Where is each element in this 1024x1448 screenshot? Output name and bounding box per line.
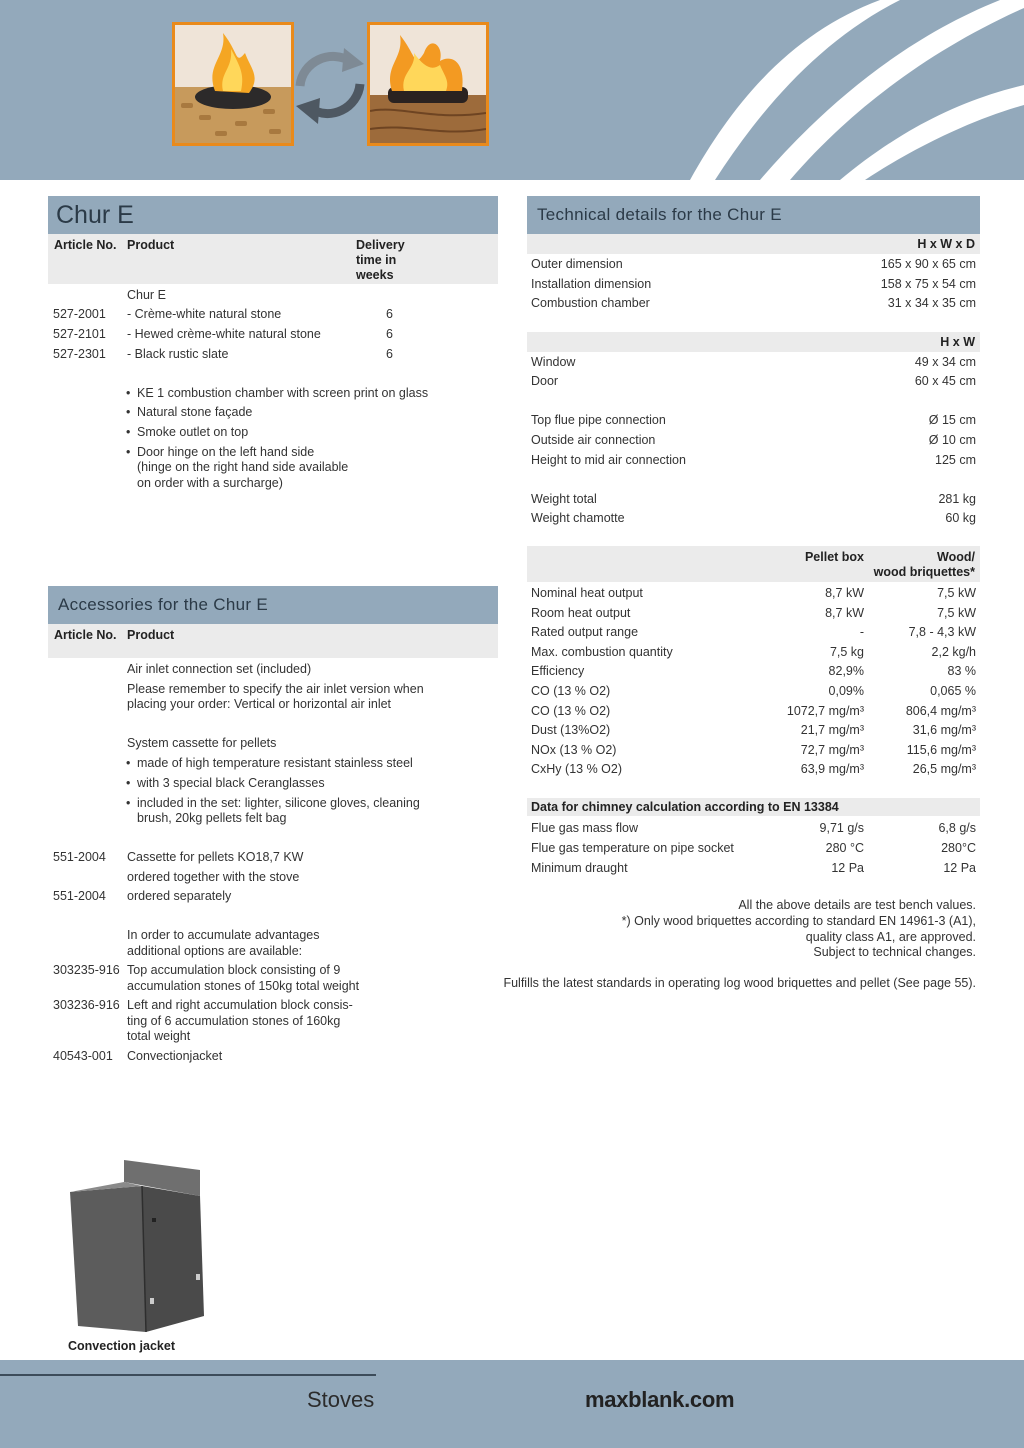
article-number: 551-2004: [53, 889, 106, 903]
article-number: 303235-916: [53, 963, 120, 977]
pellet-value: 63,9 mg/m³: [800, 762, 864, 777]
row-label: Dust (13%O2): [531, 723, 611, 738]
row-value: 60 x 45 cm: [914, 374, 976, 388]
cassette-bullet: • with 3 special black Ceranglasses: [137, 776, 325, 792]
product-section-header: [48, 196, 498, 234]
product-name: - Black rustic slate: [127, 347, 229, 361]
row-label: Rated output range: [531, 625, 639, 640]
row-label: Room heat output: [531, 605, 631, 620]
row-label: Height to mid air connection: [531, 453, 686, 467]
footer-section-label: Stoves: [307, 1387, 375, 1412]
footer-site-link[interactable]: maxblank.com: [585, 1387, 735, 1412]
accumulate-intro: additional options are available:: [127, 944, 303, 958]
feature-item: • Door hinge on the left hand side: [137, 445, 314, 461]
dimension-header: [527, 234, 980, 254]
row-value: 165 x 90 x 65 cm: [880, 257, 976, 271]
row-label: Weight total: [531, 492, 597, 506]
wood-value: 0,065 %: [930, 684, 976, 698]
row-value: 125 cm: [935, 453, 976, 467]
tech-title: Technical details for the Chur E: [537, 205, 782, 224]
circular-arrows-icon: [290, 40, 370, 130]
row-label: CO (13 % O2): [531, 703, 611, 718]
wood-value: 31,6 mg/m³: [912, 723, 976, 738]
row-value: Ø 15 cm: [928, 413, 976, 427]
row-label: CxHy (13 % O2): [531, 762, 622, 777]
wood-value: 7,5 kW: [937, 605, 976, 620]
article-number: 303236-916: [53, 998, 120, 1012]
accessory-name: accumulation stones of 150kg total weight: [127, 979, 360, 993]
wood-value: 7,8 - 4,3 kW: [908, 625, 976, 640]
wood-value: 7,5 kW: [937, 586, 976, 600]
window-door-unit-label: H x W: [940, 335, 975, 349]
chimney-header: [527, 798, 980, 816]
pellet-value: 9,71 g/s: [819, 821, 864, 835]
cassette-title: System cassette for pellets: [127, 736, 277, 750]
window-door-header: [527, 332, 980, 352]
product-title: Chur E: [56, 200, 134, 229]
accessory-name: ordered separately: [127, 889, 232, 903]
wood-value: 83 %: [947, 664, 976, 679]
row-label: Flue gas mass flow: [531, 821, 638, 835]
product-group-name: Chur E: [127, 288, 166, 302]
cassette-bullet: • made of high temperature resistant stainless steel: [137, 756, 413, 772]
pellet-value: 7,5 kg: [829, 644, 864, 659]
wood-value: 26,5 mg/m³: [912, 762, 976, 777]
col-wood-line-1: Wood/: [937, 550, 975, 564]
accessory-name: Top accumulation block consisting of 9: [127, 963, 341, 977]
note-line: quality class A1, are approved.: [805, 930, 976, 944]
col-delivery-line-1: Delivery: [356, 238, 405, 252]
performance-header: [527, 546, 980, 582]
cassette-bullet-continued: brush, 20kg pellets felt bag: [137, 811, 287, 825]
row-label: Window: [531, 355, 576, 369]
accessory-name: Left and right accumulation block consis-: [127, 998, 353, 1012]
accessory-name: Convectionjacket: [127, 1049, 223, 1063]
row-label: Nominal heat output: [531, 586, 643, 600]
row-value: 49 x 34 cm: [914, 355, 976, 369]
row-label: Max. combustion quantity: [531, 644, 673, 659]
accessory-name: ting of 6 accumulation stones of 160kg: [127, 1014, 341, 1028]
note-line: All the above details are test bench values.: [738, 898, 976, 912]
wood-value: 2,2 kg/h: [931, 644, 976, 659]
wood-value: 280°C: [941, 840, 976, 855]
row-label: Weight chamotte: [531, 511, 625, 525]
fulfills-note: Fulfills the latest standards in operating log wood briquettes and pellet (See page 55).: [503, 976, 976, 990]
pellet-value: 12 Pa: [831, 860, 864, 875]
accessory-name: ordered together with the stove: [127, 870, 300, 884]
delivery-weeks: 6: [386, 347, 393, 361]
pellet-value: 280 °C: [825, 840, 864, 855]
col-article-no: Article No.: [54, 238, 117, 252]
product-name: - Crème-white natural stone: [127, 307, 282, 321]
tech-section-header: [527, 196, 980, 234]
product-column-header: [48, 234, 498, 284]
row-label: CO (13 % O2): [531, 684, 611, 698]
convection-jacket-caption: Convection jacket: [68, 1339, 175, 1353]
wood-fire-photo: [367, 22, 489, 146]
feature-item: • Natural stone façade: [137, 405, 252, 421]
article-number: 551-2004: [53, 850, 106, 864]
feature-item: • Smoke outlet on top: [137, 425, 248, 441]
row-value: 281 kg: [938, 492, 976, 506]
dimension-unit-label: H x W x D: [917, 237, 975, 251]
product-name: - Hewed crème-white natural stone: [127, 327, 321, 341]
article-number: 527-2101: [53, 327, 106, 341]
article-number: 527-2001: [53, 307, 106, 321]
feature-item: • KE 1 combustion chamber with screen print on glass: [137, 386, 428, 402]
wood-value: 806,4 mg/m³: [905, 703, 976, 718]
pellet-value: 0,09%: [828, 684, 864, 698]
wood-value: 115,6 mg/m³: [906, 742, 976, 757]
col-product: Product: [127, 628, 175, 642]
article-number: 527-2301: [53, 347, 106, 361]
col-pellet-box: Pellet box: [804, 550, 864, 564]
header-band: [0, 0, 1024, 180]
col-article-no: Article No.: [54, 628, 117, 642]
row-label: Top flue pipe connection: [531, 413, 666, 427]
cassette-bullet: • included in the set: lighter, silicone gloves, cleaning: [137, 796, 420, 812]
pellet-value: 21,7 mg/m³: [800, 723, 864, 738]
header-swoosh-graphic: [0, 0, 1024, 180]
row-label: Door: [531, 374, 559, 388]
convection-jacket-image: [64, 1156, 214, 1336]
pellet-fire-photo: [172, 22, 294, 146]
pellet-value: 8,7 kW: [825, 586, 864, 600]
row-label: Flue gas temperature on pipe socket: [531, 840, 734, 855]
wood-value: 12 Pa: [943, 860, 976, 875]
row-label: Combustion chamber: [531, 296, 650, 310]
wood-value: 6,8 g/s: [938, 821, 976, 835]
col-product: Product: [127, 238, 175, 252]
pellet-value: 82,9%: [828, 664, 864, 679]
row-label: Outer dimension: [531, 257, 623, 271]
air-inlet-note: placing your order: Vertical or horizontal air inlet: [127, 697, 392, 711]
article-number: 40543-001: [53, 1049, 113, 1063]
pellet-value: 72,7 mg/m³: [800, 742, 864, 757]
row-label: Efficiency: [531, 664, 585, 679]
note-line: *) Only wood briquettes according to standard EN 14961-3 (A1),: [621, 914, 976, 928]
accumulate-intro: In order to accumulate advantages: [127, 928, 320, 942]
accessories-column-header: [48, 624, 498, 658]
col-delivery-line-3: weeks: [356, 268, 394, 282]
air-inlet-note: Please remember to specify the air inlet version when: [127, 682, 424, 696]
accessories-title: Accessories for the Chur E: [58, 595, 268, 614]
accessories-section-header: [48, 586, 498, 624]
row-value: 60 kg: [945, 511, 976, 525]
row-value: 158 x 75 x 54 cm: [880, 277, 976, 291]
row-label: Installation dimension: [531, 277, 652, 291]
feature-item-continued: on order with a surcharge): [137, 476, 283, 490]
row-value: 31 x 34 x 35 cm: [887, 296, 976, 310]
row-label: Minimum draught: [531, 860, 628, 875]
row-label: Outside air connection: [531, 433, 656, 447]
footer-divider: [0, 1374, 376, 1376]
air-inlet-title: Air inlet connection set (included): [127, 662, 312, 676]
note-line: Subject to technical changes.: [813, 945, 976, 959]
pellet-value: 8,7 kW: [825, 605, 864, 620]
pellet-value: -: [859, 625, 864, 640]
row-value: Ø 10 cm: [928, 433, 976, 447]
col-delivery-line-2: time in: [356, 253, 397, 267]
accessory-name: total weight: [127, 1029, 191, 1043]
delivery-weeks: 6: [386, 327, 393, 341]
col-wood-line-2: wood briquettes*: [873, 565, 975, 579]
row-label: NOx (13 % O2): [531, 742, 617, 757]
feature-item-continued: (hinge on the right hand side available: [137, 460, 349, 474]
chimney-title: Data for chimney calculation according to EN 13384: [531, 800, 839, 814]
delivery-weeks: 6: [386, 307, 393, 321]
pellet-value: 1072,7 mg/m³: [786, 703, 864, 718]
accessory-name: Cassette for pellets KO18,7 KW: [127, 850, 304, 864]
